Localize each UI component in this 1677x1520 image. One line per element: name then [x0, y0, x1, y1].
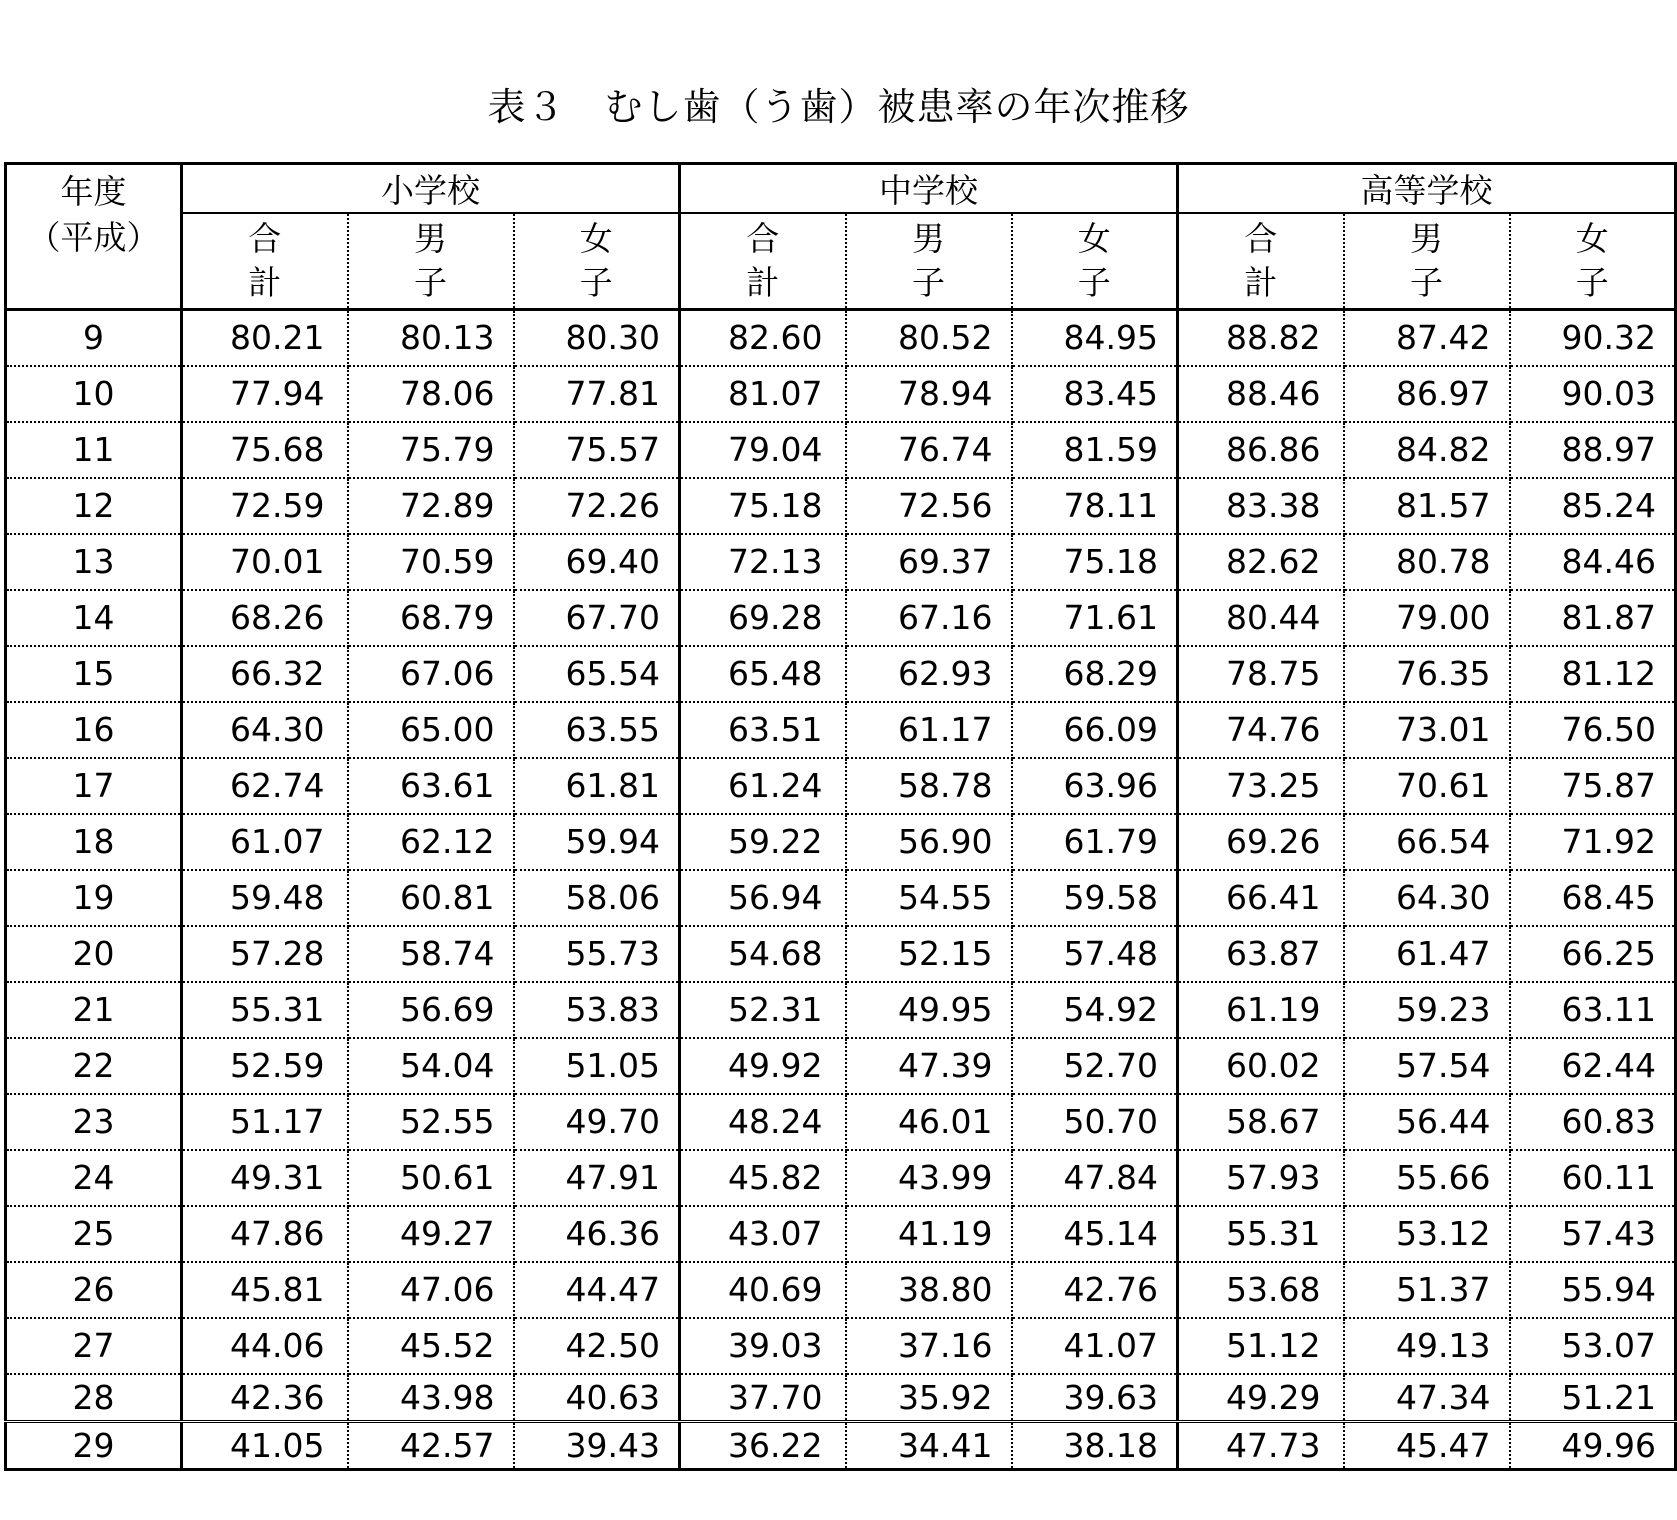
table-row [6, 534, 1676, 590]
rate-cell-elementary-male: 72.89 [348, 478, 514, 534]
rate-cell-elementary-female: 61.81 [514, 758, 680, 814]
sub-header-elementary-female [514, 213, 680, 310]
rate-cell-elementary-female: 59.94 [514, 814, 680, 870]
sub-header-elementary-total [182, 213, 348, 310]
year-cell: 14 [6, 590, 182, 646]
rate-cell-high-school-total: 63.87 [1178, 926, 1344, 982]
sub-header-char-1: 合 [746, 219, 780, 258]
sub-header-char-1: 女 [1575, 219, 1609, 258]
rate-cell-elementary-female: 67.70 [514, 590, 680, 646]
rate-cell-junior-high-female: 66.09 [1012, 702, 1178, 758]
rate-cell-elementary-female: 77.81 [514, 366, 680, 422]
rate-cell-elementary-total: 49.31 [182, 1150, 348, 1206]
rate-cell-high-school-female: 55.94 [1510, 1262, 1676, 1318]
rate-cell-high-school-male: 81.57 [1344, 478, 1510, 534]
year-cell: 20 [6, 926, 182, 982]
rate-cell-high-school-male: 70.61 [1344, 758, 1510, 814]
rate-cell-elementary-female: 44.47 [514, 1262, 680, 1318]
rate-cell-junior-high-female: 54.92 [1012, 982, 1178, 1038]
table-row [6, 1318, 1676, 1374]
rate-cell-high-school-male: 57.54 [1344, 1038, 1510, 1094]
table-row [6, 1038, 1676, 1094]
rate-cell-junior-high-total: 69.28 [680, 590, 846, 646]
year-cell: 24 [6, 1150, 182, 1206]
rate-cell-high-school-male: 80.78 [1344, 534, 1510, 590]
rate-cell-high-school-male: 55.66 [1344, 1150, 1510, 1206]
sub-header-elementary-male [348, 213, 514, 310]
rate-cell-high-school-total: 69.26 [1178, 814, 1344, 870]
rate-cell-junior-high-male: 72.56 [846, 478, 1012, 534]
rate-cell-junior-high-male: 46.01 [846, 1094, 1012, 1150]
rate-cell-high-school-total: 49.29 [1178, 1374, 1344, 1422]
table-row [6, 590, 1676, 646]
table-row [6, 1262, 1676, 1318]
rate-cell-high-school-female: 88.97 [1510, 422, 1676, 478]
rate-cell-high-school-total: 78.75 [1178, 646, 1344, 702]
rate-cell-junior-high-total: 54.68 [680, 926, 846, 982]
rate-cell-high-school-total: 60.02 [1178, 1038, 1344, 1094]
rate-cell-elementary-female: 39.43 [514, 1422, 680, 1470]
sub-header-junior-high-total [680, 213, 846, 310]
caries-rate-table [4, 162, 1677, 1471]
rate-cell-high-school-male: 45.47 [1344, 1422, 1510, 1470]
rate-cell-high-school-total: 86.86 [1178, 422, 1344, 478]
rate-cell-elementary-total: 64.30 [182, 702, 348, 758]
sub-header-junior-high-female [1012, 213, 1178, 310]
table-row [6, 310, 1676, 366]
rate-cell-junior-high-total: 45.82 [680, 1150, 846, 1206]
rate-cell-elementary-female: 53.83 [514, 982, 680, 1038]
rate-cell-elementary-male: 80.13 [348, 310, 514, 366]
rate-cell-junior-high-female: 81.59 [1012, 422, 1178, 478]
rate-cell-high-school-male: 86.97 [1344, 366, 1510, 422]
rate-cell-high-school-male: 73.01 [1344, 702, 1510, 758]
rate-cell-high-school-female: 81.87 [1510, 590, 1676, 646]
rate-cell-high-school-total: 88.82 [1178, 310, 1344, 366]
rate-cell-junior-high-total: 79.04 [680, 422, 846, 478]
rate-cell-junior-high-total: 48.24 [680, 1094, 846, 1150]
sub-header-char-2: 計 [1244, 263, 1278, 302]
rate-cell-junior-high-total: 82.60 [680, 310, 846, 366]
rate-cell-high-school-male: 59.23 [1344, 982, 1510, 1038]
rate-cell-junior-high-total: 63.51 [680, 702, 846, 758]
rate-cell-elementary-female: 55.73 [514, 926, 680, 982]
rate-cell-junior-high-male: 62.93 [846, 646, 1012, 702]
group-header-elementary: 小学校 [182, 164, 680, 214]
rate-cell-junior-high-female: 38.18 [1012, 1422, 1178, 1470]
rate-cell-elementary-male: 47.06 [348, 1262, 514, 1318]
rate-cell-junior-high-total: 65.48 [680, 646, 846, 702]
rate-cell-elementary-male: 42.57 [348, 1422, 514, 1470]
rate-cell-high-school-male: 66.54 [1344, 814, 1510, 870]
year-cell: 15 [6, 646, 182, 702]
rate-cell-junior-high-female: 45.14 [1012, 1206, 1178, 1262]
rate-cell-elementary-female: 58.06 [514, 870, 680, 926]
rate-cell-elementary-total: 68.26 [182, 590, 348, 646]
sub-header-char-2: 子 [1410, 263, 1443, 302]
rate-cell-high-school-total: 55.31 [1178, 1206, 1344, 1262]
rate-cell-elementary-total: 77.94 [182, 366, 348, 422]
rate-cell-high-school-total: 58.67 [1178, 1094, 1344, 1150]
rate-cell-junior-high-male: 54.55 [846, 870, 1012, 926]
rate-cell-high-school-total: 80.44 [1178, 590, 1344, 646]
rate-cell-elementary-total: 47.86 [182, 1206, 348, 1262]
rate-cell-high-school-male: 61.47 [1344, 926, 1510, 982]
rate-cell-elementary-female: 40.63 [514, 1374, 680, 1422]
rate-cell-elementary-female: 75.57 [514, 422, 680, 478]
rate-cell-elementary-total: 55.31 [182, 982, 348, 1038]
rate-cell-junior-high-female: 47.84 [1012, 1150, 1178, 1206]
rate-cell-high-school-female: 90.03 [1510, 366, 1676, 422]
rate-cell-junior-high-male: 78.94 [846, 366, 1012, 422]
rate-cell-high-school-female: 90.32 [1510, 310, 1676, 366]
rate-cell-high-school-female: 60.11 [1510, 1150, 1676, 1206]
rate-cell-junior-high-female: 52.70 [1012, 1038, 1178, 1094]
year-header-era: （平成） [27, 218, 160, 257]
rate-cell-elementary-female: 72.26 [514, 478, 680, 534]
rate-cell-high-school-total: 83.38 [1178, 478, 1344, 534]
sub-header-char-1: 女 [579, 219, 613, 258]
table-row [6, 1150, 1676, 1206]
rate-cell-elementary-total: 61.07 [182, 814, 348, 870]
rate-cell-high-school-male: 51.37 [1344, 1262, 1510, 1318]
year-cell: 10 [6, 366, 182, 422]
table-row [6, 926, 1676, 982]
rate-cell-high-school-female: 49.96 [1561, 1426, 1656, 1465]
table-row [6, 422, 1676, 478]
table-row [6, 870, 1676, 926]
rate-cell-junior-high-total: 40.69 [680, 1262, 846, 1318]
rate-cell-high-school-male: 56.44 [1344, 1094, 1510, 1150]
rate-cell-high-school-female: 53.07 [1510, 1318, 1676, 1374]
rate-cell-elementary-male: 63.61 [348, 758, 514, 814]
year-cell: 29 [6, 1422, 182, 1470]
rate-cell-junior-high-male: 41.19 [846, 1206, 1012, 1262]
sub-header-char-2: 計 [746, 263, 780, 302]
rate-cell-junior-high-male: 58.78 [846, 758, 1012, 814]
year-column-header [6, 164, 182, 310]
rate-cell-high-school-total: 82.62 [1178, 534, 1344, 590]
rate-cell-high-school-female: 60.83 [1510, 1094, 1676, 1150]
rate-cell-elementary-total: 75.68 [182, 422, 348, 478]
year-cell: 18 [6, 814, 182, 870]
table-row [6, 1374, 1676, 1422]
sub-header-char-1: 合 [248, 219, 282, 258]
rate-cell-high-school-female: 62.44 [1510, 1038, 1676, 1094]
rate-cell-high-school-male: 64.30 [1344, 870, 1510, 926]
table-row [6, 702, 1676, 758]
sub-header-char-2: 子 [1077, 263, 1111, 302]
rate-cell-high-school-total: 61.19 [1178, 982, 1344, 1038]
rate-cell-junior-high-female: 39.63 [1012, 1374, 1178, 1422]
rate-cell-high-school-total: 66.41 [1178, 870, 1344, 926]
rate-cell-junior-high-total: 43.07 [680, 1206, 846, 1262]
rate-cell-elementary-female: 47.91 [514, 1150, 680, 1206]
rate-cell-high-school-total: 73.25 [1178, 758, 1344, 814]
rate-cell-elementary-male: 45.52 [348, 1318, 514, 1374]
sub-header-high-school-female [1510, 213, 1676, 310]
rate-cell-high-school-female: 66.25 [1510, 926, 1676, 982]
rate-cell-elementary-total: 51.17 [182, 1094, 348, 1150]
rate-cell-high-school-male: 76.35 [1344, 646, 1510, 702]
rate-cell-high-school-total: 53.68 [1178, 1262, 1344, 1318]
rate-cell-elementary-total: 59.48 [182, 870, 348, 926]
rate-cell-elementary-male: 49.27 [348, 1206, 514, 1262]
rate-cell-elementary-male: 65.00 [348, 702, 514, 758]
rate-cell-elementary-total: 62.74 [182, 758, 348, 814]
year-cell: 21 [6, 982, 182, 1038]
year-cell: 22 [6, 1038, 182, 1094]
rate-cell-junior-high-male: 38.80 [846, 1262, 1012, 1318]
table-row [6, 646, 1676, 702]
sub-header-char-1: 女 [1077, 219, 1111, 258]
rate-cell-junior-high-male: 67.16 [846, 590, 1012, 646]
rate-cell-high-school-female: 75.87 [1510, 758, 1676, 814]
sub-header-char-1: 男 [1410, 219, 1443, 258]
rate-cell-junior-high-female: 71.61 [1012, 590, 1178, 646]
year-cell: 17 [6, 758, 182, 814]
year-cell: 19 [6, 870, 182, 926]
rate-cell-high-school-female: 51.21 [1510, 1374, 1676, 1422]
sub-header-high-school-male [1344, 213, 1510, 310]
rate-cell-high-school-total: 57.93 [1178, 1150, 1344, 1206]
rate-cell-high-school-female: 76.50 [1510, 702, 1676, 758]
rate-cell-junior-high-male: 56.90 [846, 814, 1012, 870]
rate-cell-junior-high-male: 34.41 [846, 1422, 1012, 1470]
sub-header-char-2: 計 [248, 263, 282, 302]
rate-cell-high-school-female: 81.12 [1510, 646, 1676, 702]
rate-cell-elementary-female: 49.70 [514, 1094, 680, 1150]
rate-cell-junior-high-male: 80.52 [846, 310, 1012, 366]
rate-cell-junior-high-female: 61.79 [1012, 814, 1178, 870]
rate-cell-junior-high-female: 50.70 [1012, 1094, 1178, 1150]
year-header-label: 年度 [60, 172, 127, 211]
table-row [6, 1206, 1676, 1262]
year-cell: 26 [6, 1262, 182, 1318]
year-cell: 13 [6, 534, 182, 590]
rate-cell-elementary-male: 52.55 [348, 1094, 514, 1150]
sub-header-char-1: 合 [1244, 219, 1278, 258]
rate-cell-elementary-total: 52.59 [182, 1038, 348, 1094]
rate-cell-junior-high-total: 61.24 [680, 758, 846, 814]
rate-cell-junior-high-total: 37.70 [680, 1374, 846, 1422]
sub-header-char-1: 男 [414, 219, 447, 258]
rate-cell-high-school-female: 85.24 [1510, 478, 1676, 534]
sub-header-high-school-total [1178, 213, 1344, 310]
rate-cell-junior-high-total: 36.22 [680, 1422, 846, 1470]
rate-cell-high-school-male: 87.42 [1344, 310, 1510, 366]
year-cell: 25 [6, 1206, 182, 1262]
rate-cell-elementary-female: 42.50 [514, 1318, 680, 1374]
year-cell: 11 [6, 422, 182, 478]
rate-cell-junior-high-male: 49.95 [846, 982, 1012, 1038]
group-header-junior-high: 中学校 [680, 164, 1178, 214]
rate-cell-elementary-total: 42.36 [182, 1374, 348, 1422]
table-row [6, 366, 1676, 422]
rate-cell-high-school-female: 63.11 [1510, 982, 1676, 1038]
rate-cell-elementary-male: 43.98 [348, 1374, 514, 1422]
rate-cell-elementary-female: 80.30 [514, 310, 680, 366]
rate-cell-elementary-total: 44.06 [182, 1318, 348, 1374]
rate-cell-high-school-female: 68.45 [1510, 870, 1676, 926]
rate-cell-elementary-total: 80.21 [182, 310, 348, 366]
rate-cell-high-school-female: 84.46 [1510, 534, 1676, 590]
table-row [6, 982, 1676, 1038]
rate-cell-elementary-male: 70.59 [348, 534, 514, 590]
table-row [6, 814, 1676, 870]
rate-cell-elementary-total: 70.01 [182, 534, 348, 590]
rate-cell-junior-high-female: 75.18 [1012, 534, 1178, 590]
rate-cell-elementary-female: 63.55 [514, 702, 680, 758]
rate-cell-junior-high-female: 59.58 [1012, 870, 1178, 926]
rate-cell-junior-high-total: 49.92 [680, 1038, 846, 1094]
rate-cell-elementary-female: 69.40 [514, 534, 680, 590]
sub-header-char-1: 男 [912, 219, 945, 258]
rate-cell-high-school-male: 84.82 [1344, 422, 1510, 478]
rate-cell-high-school-female: 71.92 [1510, 814, 1676, 870]
sub-header-char-2: 子 [414, 263, 447, 302]
rate-cell-junior-high-female: 84.95 [1012, 310, 1178, 366]
rate-cell-elementary-female: 65.54 [514, 646, 680, 702]
year-cell: 23 [6, 1094, 182, 1150]
sub-header-junior-high-male [846, 213, 1012, 310]
rate-cell-junior-high-male: 52.15 [846, 926, 1012, 982]
rate-cell-elementary-male: 54.04 [348, 1038, 514, 1094]
year-cell: 16 [6, 702, 182, 758]
rate-cell-junior-high-male: 47.39 [846, 1038, 1012, 1094]
rate-cell-elementary-male: 78.06 [348, 366, 514, 422]
rate-cell-elementary-male: 60.81 [348, 870, 514, 926]
rate-cell-junior-high-male: 76.74 [846, 422, 1012, 478]
year-cell: 9 [6, 310, 182, 366]
rate-cell-elementary-male: 75.79 [348, 422, 514, 478]
rate-cell-elementary-male: 68.79 [348, 590, 514, 646]
year-cell: 27 [6, 1318, 182, 1374]
rate-cell-junior-high-female: 57.48 [1012, 926, 1178, 982]
rate-cell-high-school-male: 49.13 [1344, 1318, 1510, 1374]
rate-cell-elementary-male: 50.61 [348, 1150, 514, 1206]
rate-cell-elementary-male: 62.12 [348, 814, 514, 870]
rate-cell-junior-high-total: 81.07 [680, 366, 846, 422]
page-title: 表３ むし歯（う歯）被患率の年次推移 [487, 85, 1190, 129]
rate-cell-high-school-male: 53.12 [1344, 1206, 1510, 1262]
year-cell: 12 [6, 478, 182, 534]
rate-cell-junior-high-male: 69.37 [846, 534, 1012, 590]
rate-cell-high-school-male: 47.34 [1344, 1374, 1510, 1422]
table-row [6, 478, 1676, 534]
rate-cell-high-school-total: 47.73 [1178, 1422, 1344, 1470]
rate-cell-high-school-total: 74.76 [1178, 702, 1344, 758]
rate-cell-elementary-total: 66.32 [182, 646, 348, 702]
rate-cell-junior-high-male: 35.92 [846, 1374, 1012, 1422]
rate-cell-elementary-total: 57.28 [182, 926, 348, 982]
rate-cell-junior-high-female: 78.11 [1012, 478, 1178, 534]
rate-cell-junior-high-female: 41.07 [1012, 1318, 1178, 1374]
rate-cell-junior-high-male: 61.17 [846, 702, 1012, 758]
rate-cell-junior-high-total: 56.94 [680, 870, 846, 926]
year-cell: 28 [6, 1374, 182, 1422]
rate-cell-junior-high-total: 39.03 [680, 1318, 846, 1374]
table-row [6, 758, 1676, 814]
rate-cell-elementary-total: 72.59 [182, 478, 348, 534]
rate-cell-high-school-total: 51.12 [1178, 1318, 1344, 1374]
rate-cell-junior-high-female: 83.45 [1012, 366, 1178, 422]
sub-header-char-2: 子 [579, 263, 613, 302]
rate-cell-junior-high-female: 63.96 [1012, 758, 1178, 814]
rate-cell-junior-high-male: 37.16 [846, 1318, 1012, 1374]
rate-cell-junior-high-total: 52.31 [680, 982, 846, 1038]
rate-cell-junior-high-female: 42.76 [1012, 1262, 1178, 1318]
rate-cell-elementary-female: 46.36 [514, 1206, 680, 1262]
rate-cell-elementary-total: 41.05 [182, 1422, 348, 1470]
rate-cell-high-school-total: 88.46 [1178, 366, 1344, 422]
table-row [6, 1094, 1676, 1150]
rate-cell-high-school-female: 57.43 [1510, 1206, 1676, 1262]
rate-cell-elementary-male: 56.69 [348, 982, 514, 1038]
rate-cell-high-school-male: 79.00 [1344, 590, 1510, 646]
rate-cell-junior-high-male: 43.99 [846, 1150, 1012, 1206]
rate-cell-elementary-male: 67.06 [348, 646, 514, 702]
sub-header-char-2: 子 [912, 263, 945, 302]
sub-header-char-2: 子 [1575, 263, 1609, 302]
rate-cell-junior-high-total: 72.13 [680, 534, 846, 590]
rate-cell-junior-high-total: 59.22 [680, 814, 846, 870]
table-row [6, 1422, 1676, 1470]
rate-cell-elementary-female: 51.05 [514, 1038, 680, 1094]
rate-cell-junior-high-female: 68.29 [1012, 646, 1178, 702]
rate-cell-elementary-total: 45.81 [182, 1262, 348, 1318]
group-header-high-school: 高等学校 [1178, 164, 1676, 214]
rate-cell-junior-high-total: 75.18 [680, 478, 846, 534]
rate-cell-elementary-male: 58.74 [348, 926, 514, 982]
